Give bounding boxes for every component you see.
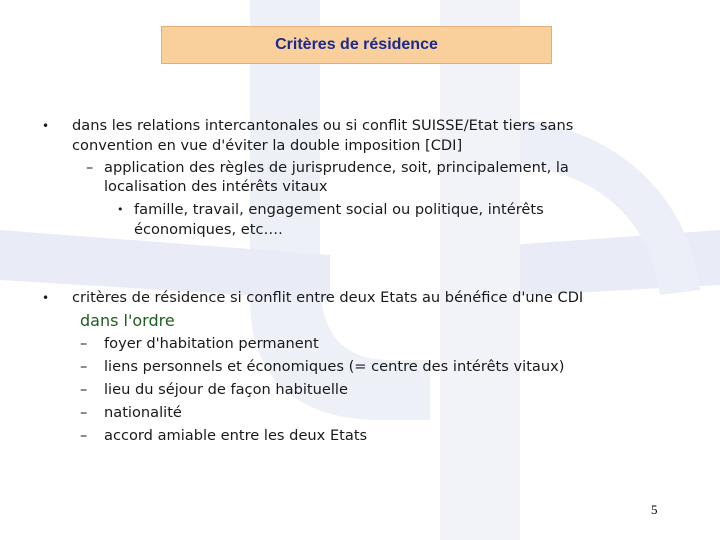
- criterion-item: lieu du séjour de façon habituelle: [104, 381, 348, 398]
- criterion-item: accord amiable entre les deux Etats: [104, 427, 368, 444]
- dash-marker: –: [80, 381, 88, 398]
- page-number: 5: [651, 502, 658, 517]
- dash-marker: –: [86, 159, 94, 176]
- bullet-line: critères de résidence si conflit entre deux Etats au bénéfice d'une CDI: [72, 289, 584, 306]
- criterion-item: foyer d'habitation permanent: [104, 335, 319, 352]
- sub-sub-bullet-line: famille, travail, engagement social ou politique, intérêts: [134, 201, 544, 218]
- bullet-marker: •: [42, 291, 50, 305]
- slide-title: Critères de résidence: [275, 36, 438, 53]
- bullet-line-emphasis: dans l'ordre: [80, 311, 175, 330]
- sub-sub-bullet-marker: •: [117, 203, 124, 216]
- bullet-marker: •: [42, 119, 50, 133]
- sub-bullet-line: application des règles de jurisprudence, soit, principalement, la: [104, 159, 569, 176]
- sub-bullet-line: localisation des intérêts vitaux: [104, 178, 328, 195]
- sub-sub-bullet-line: économiques, etc….: [134, 221, 283, 238]
- criterion-item: liens personnels et économiques (= centre des intérêts vitaux): [104, 358, 565, 375]
- criterion-item: nationalité: [104, 404, 182, 421]
- dash-marker: –: [80, 358, 88, 375]
- title-banner: [161, 26, 552, 64]
- dash-marker: –: [80, 335, 88, 352]
- bullet-line: dans les relations intercantonales ou si conflit SUISSE/Etat tiers sans: [72, 117, 574, 134]
- dash-marker: –: [80, 404, 88, 421]
- dash-marker: –: [80, 427, 88, 444]
- bullet-line: convention en vue d'éviter la double imposition [CDI]: [72, 137, 463, 154]
